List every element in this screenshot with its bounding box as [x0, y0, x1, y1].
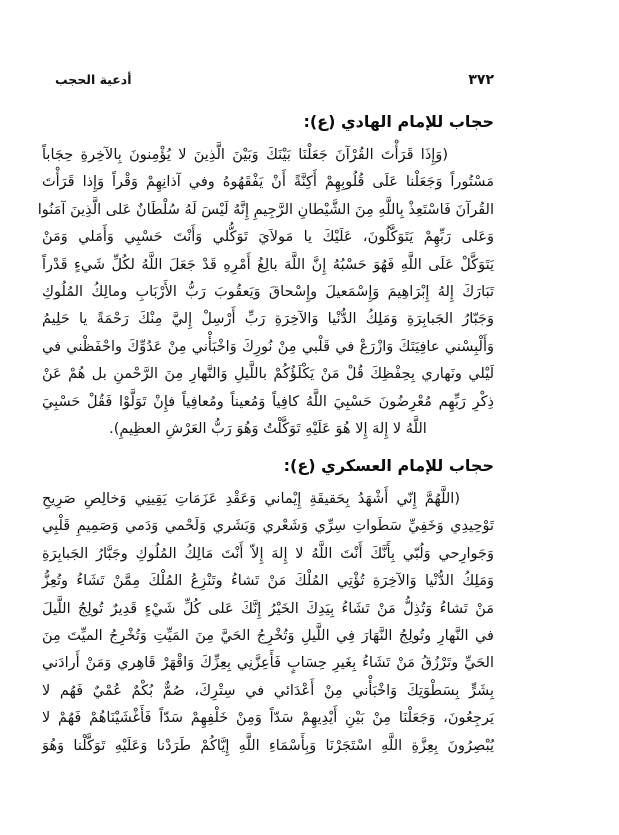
text-line: مَنْ تَشاءُ وَتُذِلُّ مَنْ تَشَاءُ بِيَدِكَ الخَيْرُ إِنَّكَ عَلى كُلِّ شَيْءٍ قَدِيرٌ تُولِجُ اللَّيلَ: [42, 600, 494, 617]
page-number: ٣٧٢: [468, 72, 494, 88]
text-line: وَجَبّارُ الجَبابِرَةِ وَمَلِكُ الدُّنْيا وَالآخِرَةِ رَبِّ أَرْسِلْ إِليَّ مِنْكَ رَحْمَةً يا حَلِيمُ: [42, 311, 494, 328]
text-line: وَأَلْبِسْني عافِيَتَكَ وَازْرَعْ في قَلْبي مِنْ نُورِكَ وَاخْبَأْني مِنْ عَدُوِّكَ واحْفَظْني في: [42, 338, 494, 355]
text-line: في النَّهارِ وتُولِجُ النَّهَارَ فِي اللَّيلِ وَتُخْرِجُ الحَيَّ مِنَ المَيِّتِ وَتُخْرِجُ الميِّتَ مِنَ: [42, 627, 494, 644]
text-line: (وَإِذَا قَرَأْتَ القُرْآنَ جَعَلْنَا بَيْنَكَ وَبَيْنَ الَّذِينَ لا يُؤْمِنونَ بِالآخِرةِ حِجَاباً: [42, 147, 448, 163]
text-line: (اللَّهُمَّ إِنّي أَشْهَدُ بِحَقيقَةِ إِيْماني وَعَقْدِ عَزَمَاتِ يَقِينِي وَخالِصِ صَرِيحِ: [42, 491, 460, 507]
text-line: القُرآنَ فَاسْتَعِذْ بِاللَّهِ مِنَ الشَّيْطانِ الرَّجِيمِ إِنَّهُ لَيْسَ لَهُ سُلْطَانٌ عَلى الَّذِينَ آمَنُوا: [37, 201, 494, 218]
text-line: يَرجِعُونَ، وَجَعَلْنَا مِنْ بَيْنِ أَيْدِيهِمْ سَدّاً وَمِنْ خَلْفِهِمْ سَدّاً فَأَغْشَيْنَاهُمْ فَهُمْ لا: [42, 710, 494, 727]
text-line: وَمَلِكُ الدُّنْيا وَالآخِرَةِ تُؤْتِي المُلْكَ مَنْ تَشاءُ وتَنْزِعُ المُلْكَ مِمَّنْ تَشَاءُ وتُعِزُّ: [42, 573, 494, 590]
text-line: يُبْصِرُونَ بِعِزَّةِ اللَّهِ اسْتَجَرْنَا وَبِأَسْمَاءِ اللَّهِ إِيَّاكُمْ طَرَدْنا وَعَلَيْهِ تَوَكَّلْنا وَهُوَ: [42, 737, 494, 754]
text-line: وَجَوارِحي وَلُبّي بِأَنَّكَ أَنْتَ اللَّهُ لا إِلهَ إِلاّ أَنْتَ مَالِكُ المُلُوكِ وجَبَّارُ الجَبابِرَةِ: [42, 545, 494, 562]
text-line: لَيْلي ونَهاري بِحِفْظِكَ قُلْ مَنْ يَكْلَؤُكُمْ باللَّيلِ وَالنَّهارِ مِنَ الرَّحْمنِ بل هُمْ عَنْ: [42, 366, 494, 383]
text-line: مَسْتُوراً وَجَعَلْنا عَلَى قُلُوبِهِمْ أَكِنَّةً أَنْ يَفْقَهُوهُ وفي آذانِهِمْ وَقْراً وَإِذا قَرَأْتَ: [42, 174, 494, 191]
text-line: تَوْحِيدِي وَخَفِيِّ سَطَواتِ سِرِّي وَشَعْري وَبَشَري وَلَحْمي وَدَمي وَصَمِيمِ قَلْبِي: [42, 518, 494, 535]
text-line: وَعَلى رَبِّهِمْ يَتَوَكَّلُونَ، عَلَيْكَ يا مَولاَيَ تَوَكُّلي وَأَنْتَ حَسْبِي وَأَمَلي وَمَنْ: [42, 229, 494, 246]
text-line: ذِكْرِ رَبِّهِم مُعْرِضُونَ حَسْبِيَ اللَّهُ كافِياً وَمُعيناً ومُعافِياً فإِنْ تَوَلَّوْا فَقُلْ حَسْبِيَ: [42, 393, 494, 410]
section-heading-imam-askari: حجاب للإمام العسكري (ع):: [283, 456, 494, 475]
text-line: بِشَرٍّ بِسَطْوَتِكَ وَاخْبَأْني مِنْ أَعْدَائي في سِتْرِكَ، صُمٌّ بُكْمٌ عُمْيٌ فَهُم لا: [42, 682, 494, 699]
text-line: اللَّهُ لا إِلهَ إِلا هُوَ عَلَيْهِ تَوَكَّلْتُ وَهُوَ رَبُّ العَرْشِ العظِيمِ).: [109, 420, 427, 437]
text-line: تَبَارَكَ إِلهُ إِبْرَاهِيمَ وَإِسْمَعيلَ وإِسْحاقَ وَيَعقُوبَ رَبُّ الأَرْبَابِ ومالِكُ المُلُوكِ: [42, 283, 494, 300]
text-line: الحَيِّ وتَرْزُقُ مَنْ تَشَاءُ بِغَيرِ حِسَابٍ فَأَعِزَّنِي بِعِزِّكَ وَاقْهَرْ قَاهِري وَمَنْ أَرادَني: [42, 655, 494, 672]
prayer-paragraph-imam-askari: [42, 486, 494, 760]
section-heading-imam-hadi: حجاب للإمام الهادي (ع):: [303, 112, 494, 131]
prayer-paragraph-imam-hadi: [37, 142, 494, 443]
book-title: أدعية الحجب: [55, 72, 132, 87]
page-header: [42, 72, 494, 88]
text-line: يَتَوَكَّلْ عَلَى اللَّهِ فَهُوَ حَسْبُهُ إِنَّ اللَّهَ بالِغُ أَمْرِهِ قَدْ جَعَلَ اللَّهُ لكُلِّ شَيءٍ قَدْراً: [42, 256, 494, 273]
